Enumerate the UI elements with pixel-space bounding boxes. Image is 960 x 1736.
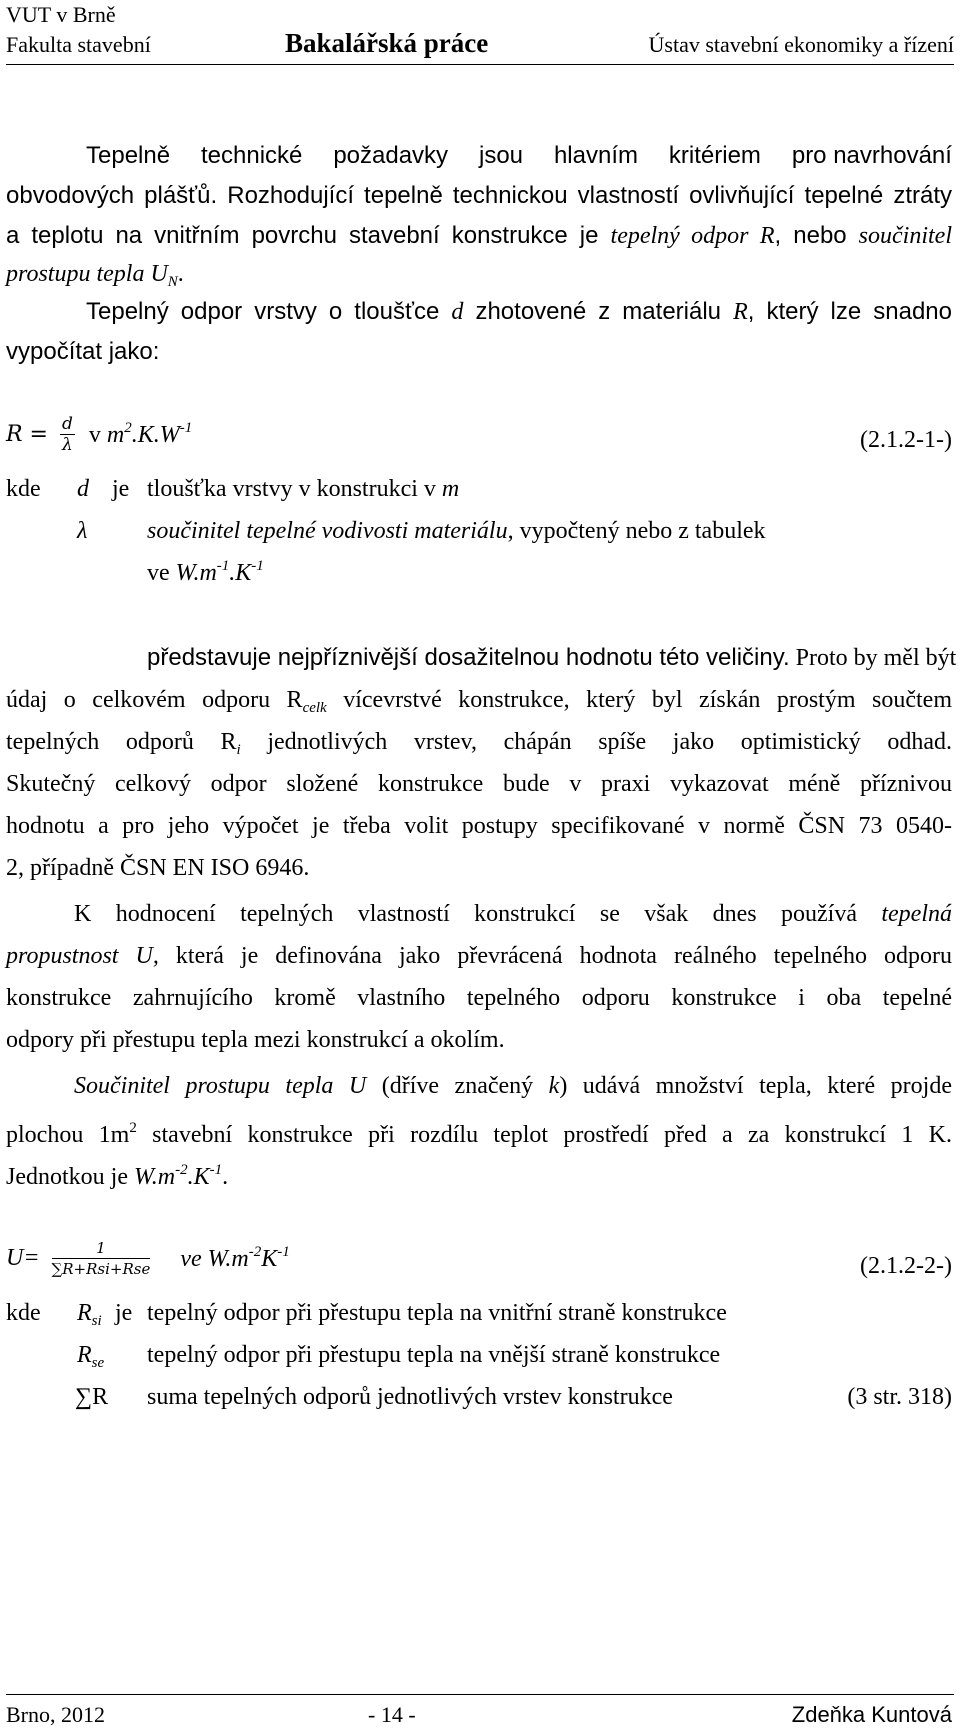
para2-line2: vypočítat jako: (6, 338, 160, 365)
symbol-lambda: λ (77, 518, 88, 544)
para4-line3: konstrukce zahrnujícího kromě vlastního tepelného odporu konstrukce i oba tepelné (6, 985, 952, 1011)
word: Tepelně (86, 142, 171, 169)
definition-rsi: tepelný odpor při přestupu tepla na vnitřní straně konstrukce (147, 1300, 727, 1326)
defs-je-label: je (112, 476, 130, 502)
header-document-type: Bakalářská práce (285, 28, 489, 58)
equation-lhs: R = (6, 422, 48, 447)
para3-line6: 2, případně ČSN EN ISO 6946. (6, 855, 310, 881)
symbol-rse: $R_{se}$ (77, 1342, 105, 1371)
defs-kde-label: kde (6, 476, 41, 502)
equation-thermal-resistance (6, 414, 192, 464)
word: technické (201, 142, 303, 169)
definition-lambda: součinitel tepelné vodivosti materiálu, vypočtený nebo z tabulek (147, 518, 766, 544)
equation-unit: v $m^2.K.W^{-1}$ (88, 420, 193, 448)
definition-d: tloušťka vrstvy v konstrukci v m (147, 476, 460, 502)
footer-place-year: Brno, 2012 (6, 1702, 105, 1727)
equation-lhs: U= (6, 1245, 40, 1271)
defs-je-label: je (115, 1300, 133, 1326)
equation-number: (2.1.2-1-) (860, 427, 952, 453)
para5-line1: Součinitel prostupu tepla U (dříve značený k) udává množství tepla, které projde (74, 1073, 952, 1099)
para5-line3: Jednotkou je $W.m^{-2}.K^{-1}$. (6, 1162, 229, 1190)
citation-reference: (3 str. 318) (847, 1384, 952, 1410)
fraction: $\frac{d}{\lambda}$ (62, 414, 73, 455)
symbol-sum-r: ∑R (75, 1384, 109, 1410)
para4-line4: odpory při přestupu tepla mezi konstrukcí a okolím. (6, 1027, 505, 1053)
para1-line3: a teplotu na vnitřním povrchu stavební konstrukce je tepelný odpor R, nebo součinitel (6, 222, 952, 249)
word: jsou (478, 142, 524, 169)
equation-number: (2.1.2-2-) (860, 1253, 952, 1279)
symbol-d: d (77, 476, 89, 502)
header-department: Ústav stavební ekonomiky a řízení (648, 32, 954, 57)
header-rule (6, 64, 954, 65)
word: pro navrhování (791, 142, 952, 169)
para3-line3: tepelných odporů $R_i$ jednotlivých vrstev, chápán spíše jako optimistický odhad. (6, 729, 953, 758)
word: hlavním (553, 142, 638, 169)
para5-line2: plochou $1m^2$ stavební konstrukce při rozdílu teplot prostředí před a za konstrukcí 1 K. (6, 1120, 952, 1148)
para4-line2: propustnost U, která je definována jako převrácená hodnota reálného tepelného odporu (6, 943, 953, 969)
para1-line4: prostupu tepla $U_N$. (6, 261, 184, 290)
definition-sum-r: suma tepelných odporů jednotlivých vrstev konstrukce (147, 1384, 673, 1410)
para4-line1: K hodnocení tepelných vlastností konstrukcí se však dnes používá tepelná (74, 901, 952, 927)
fraction: $\frac{1}{\text{∑R+Rsi+Rse}}$ (51, 1239, 151, 1278)
word: požadavky (333, 142, 449, 169)
header-faculty: Fakulta stavební (6, 32, 151, 57)
para1-line1 (6, 140, 952, 172)
equation-heat-transfer-coefficient (6, 1238, 290, 1279)
para3-line5: hodnotu a pro jeho výpočet je třeba volit postupy specifikované v normě ČSN 73 0540- (6, 813, 952, 839)
definition-lambda-unit: ve $W.m^{-1}.K^{-1}$ (147, 558, 264, 586)
footer-page-number: - 14 - (368, 1702, 416, 1727)
para1-line2: obvodových plášťů. Rozhodující tepelně technickou vlastností ovlivňující tepelné ztráty (6, 182, 952, 209)
para2-line1: Tepelný odpor vrstvy o tloušťce d zhotovené z materiálu R, který lze snadno (86, 298, 952, 325)
symbol-rsi: $R_{si}$ (77, 1300, 102, 1329)
footer-author: Zdeňka Kuntová (791, 1702, 952, 1727)
header-institution: VUT v Brně (6, 2, 116, 27)
equation-unit: ve $W.m^{-2}K^{-1}$ (180, 1244, 290, 1272)
definition-rse: tepelný odpor při přestupu tepla na vnější straně konstrukce (147, 1342, 721, 1368)
footer-rule (6, 1694, 954, 1695)
para3-line2: údaj o celkovém odporu $R_{celk}$ vícevrstvé konstrukce, který byl získán prostým součtem (6, 687, 952, 716)
defs-kde-label: kde (6, 1300, 41, 1326)
para3-line4: Skutečný celkový odpor složené konstrukce bude v praxi vykazovat méně příznivou (6, 771, 952, 797)
para3-line1: představuje nejpříznivější dosažitelnou hodnotu této veličiny. Proto by měl být (147, 644, 957, 671)
word: kritériem (668, 142, 761, 169)
